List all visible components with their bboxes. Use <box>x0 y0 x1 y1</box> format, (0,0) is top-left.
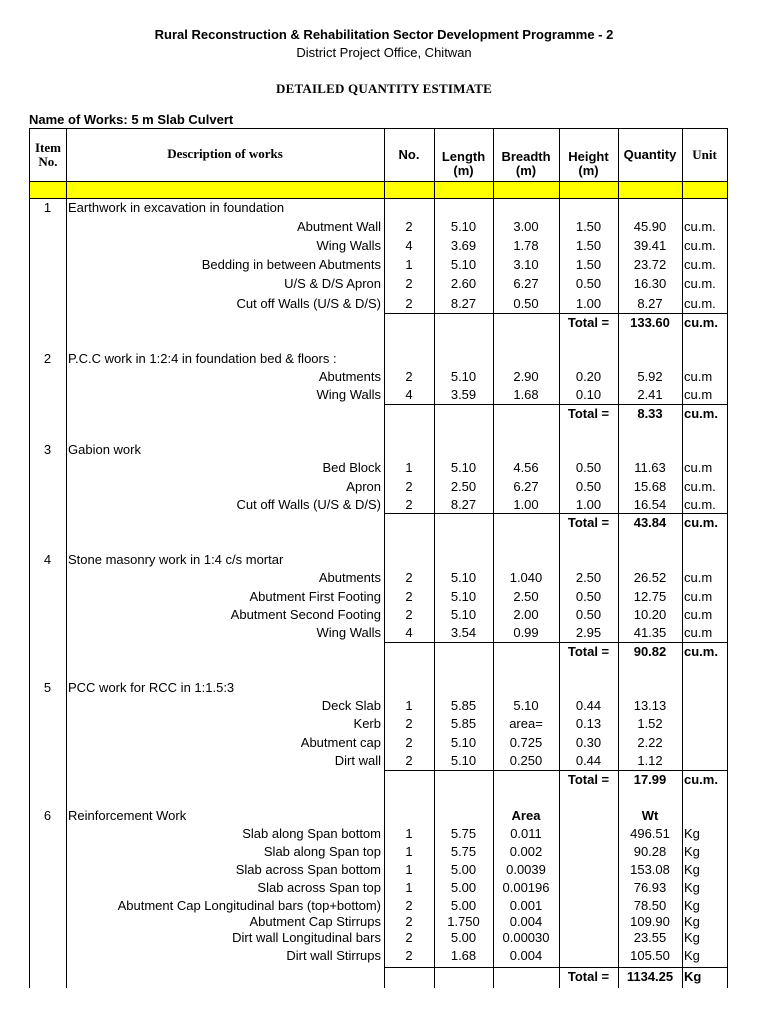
total-quantity: 17.99 <box>633 772 667 787</box>
line-unit: Kg <box>684 826 700 841</box>
line-quantity: 90.28 <box>633 844 667 859</box>
line-description: Slab along Span top <box>263 844 381 859</box>
line-description: Deck Slab <box>321 698 381 713</box>
line-breadth: 0.004 <box>509 914 543 929</box>
total-quantity: 1134.25 <box>626 969 674 984</box>
line-length: 2.60 <box>450 276 477 291</box>
section-title: Stone masonry work in 1:4 c/s mortar <box>68 552 284 567</box>
total-quantity: 133.60 <box>630 315 670 330</box>
line-breadth: 1.040 <box>509 570 543 585</box>
line-length: 5.10 <box>450 570 477 585</box>
line-breadth: 0.50 <box>513 296 539 311</box>
line-unit: cu.m <box>684 625 713 640</box>
line-unit: Kg <box>684 930 700 945</box>
line-unit: cu.m <box>684 570 713 585</box>
line-height: 0.50 <box>575 479 602 494</box>
line-breadth: 1.78 <box>513 238 539 253</box>
line-height: 0.50 <box>575 589 602 604</box>
total-unit: cu.m. <box>684 772 718 787</box>
total-unit: cu.m. <box>684 644 718 659</box>
line-length: 5.10 <box>450 219 477 234</box>
line-length: 5.85 <box>450 716 477 731</box>
line-description: Kerb <box>353 716 381 731</box>
line-quantity: 5.92 <box>637 369 663 384</box>
line-number-count: 1 <box>405 880 413 895</box>
line-quantity: 12.75 <box>633 589 667 604</box>
line-quantity: 15.68 <box>633 479 667 494</box>
total-unit: cu.m. <box>684 515 718 530</box>
line-quantity: 78.50 <box>633 898 667 913</box>
section-title: Gabion work <box>68 442 141 457</box>
line-length: 2.50 <box>450 479 477 494</box>
line-quantity: 41.35 <box>633 625 667 640</box>
total-unit: cu.m. <box>684 406 718 421</box>
line-breadth: 4.56 <box>513 460 539 475</box>
line-number-count: 1 <box>405 862 413 877</box>
line-quantity: 1.12 <box>637 753 663 768</box>
line-unit: cu.m. <box>684 479 716 494</box>
line-description: Cut off Walls (U/S & D/S) <box>236 497 381 512</box>
line-length: 5.75 <box>450 826 477 841</box>
line-quantity: 16.30 <box>633 276 667 291</box>
line-length: 5.00 <box>450 862 477 877</box>
line-height: 1.00 <box>575 497 602 512</box>
col-no: No. <box>398 147 420 162</box>
line-height: 1.50 <box>575 257 602 272</box>
line-quantity: 496.51 <box>630 826 670 841</box>
line-length: 5.85 <box>450 698 477 713</box>
total-label: Total = <box>567 406 610 421</box>
line-length: 5.00 <box>450 880 477 895</box>
line-number-count: 1 <box>405 257 413 272</box>
line-number-count: 2 <box>405 570 413 585</box>
line-number-count: 2 <box>405 898 413 913</box>
line-breadth: 2.00 <box>513 607 539 622</box>
line-unit: Kg <box>684 948 700 963</box>
line-number-count: 2 <box>405 716 413 731</box>
col-quantity: Quantity <box>623 147 677 162</box>
line-number-count: 2 <box>405 276 413 291</box>
line-description: Cut off Walls (U/S & D/S) <box>236 296 381 311</box>
line-length: 8.27 <box>450 296 477 311</box>
line-length: 5.10 <box>450 753 477 768</box>
line-quantity: 11.63 <box>634 460 666 475</box>
line-length: 5.10 <box>450 369 477 384</box>
line-description: Apron <box>346 479 381 494</box>
line-description: Abutment Second Footing <box>230 607 381 622</box>
line-unit: Kg <box>684 914 700 929</box>
line-description: Dirt wall Longitudinal bars <box>232 930 381 945</box>
programme-title: Rural Reconstruction & Rehabilitation Sector Development Programme - 2 <box>154 27 614 42</box>
line-height: 0.20 <box>575 369 602 384</box>
line-number-count: 4 <box>405 238 413 253</box>
line-breadth: 3.00 <box>513 219 539 234</box>
line-height: 0.44 <box>575 698 602 713</box>
line-unit: cu.m. <box>684 219 716 234</box>
line-unit: Kg <box>684 880 700 895</box>
line-unit: cu.m <box>684 387 713 402</box>
line-height: 2.95 <box>575 625 602 640</box>
section-title: PCC work for RCC in 1:1.5:3 <box>68 680 235 695</box>
line-breadth: 3.10 <box>513 257 539 272</box>
total-quantity: 43.84 <box>633 515 667 530</box>
line-quantity: 10.20 <box>633 607 667 622</box>
line-breadth: 2.90 <box>513 369 539 384</box>
line-length: 5.00 <box>450 898 477 913</box>
line-unit: cu.m <box>684 589 713 604</box>
line-description: Dirt wall <box>334 753 381 768</box>
line-height: 1.50 <box>575 238 602 253</box>
line-length: 3.54 <box>450 625 477 640</box>
line-quantity: 13.13 <box>633 698 667 713</box>
line-length: 5.75 <box>450 844 477 859</box>
line-description: Wing Walls <box>316 625 381 640</box>
item-number: 3 <box>43 442 52 457</box>
line-unit: Kg <box>684 862 700 877</box>
line-quantity: 16.54 <box>633 497 667 512</box>
line-description: Abutments <box>318 570 381 585</box>
col-unit: Unit <box>692 147 717 162</box>
line-height: 0.13 <box>575 716 602 731</box>
line-breadth: 0.725 <box>509 735 543 750</box>
line-description: Bed Block <box>322 460 381 475</box>
line-length: 1.68 <box>450 948 477 963</box>
line-number-count: 2 <box>405 948 413 963</box>
line-description: Bedding in between Abutments <box>201 257 381 272</box>
item-number: 2 <box>43 351 52 366</box>
line-length: 3.59 <box>450 387 477 402</box>
total-label: Total = <box>567 644 610 659</box>
work-name: Name of Works: 5 m Slab Culvert <box>29 112 234 127</box>
line-unit: cu.m. <box>684 257 716 272</box>
line-height: 0.50 <box>575 607 602 622</box>
total-unit: Kg <box>684 969 702 984</box>
line-breadth: 0.99 <box>513 625 539 640</box>
item-number: 4 <box>43 552 52 567</box>
line-quantity: 23.72 <box>633 257 667 272</box>
line-number-count: 4 <box>405 387 413 402</box>
line-breadth: 0.011 <box>510 826 542 841</box>
line-breadth: 0.002 <box>509 844 543 859</box>
total-label: Total = <box>567 969 610 984</box>
line-description: Abutment Cap Longitudinal bars (top+bottom) <box>117 898 381 913</box>
line-quantity: 1.52 <box>637 716 663 731</box>
line-length: 5.10 <box>450 589 477 604</box>
line-description: Abutments <box>318 369 381 384</box>
line-number-count: 1 <box>405 460 413 475</box>
line-height: 1.00 <box>575 296 602 311</box>
line-number-count: 1 <box>405 698 413 713</box>
col-length: Length (m) <box>441 149 486 178</box>
total-quantity: 90.82 <box>633 644 667 659</box>
line-number-count: 2 <box>405 219 413 234</box>
line-length: 5.10 <box>450 257 477 272</box>
document-title: DETAILED QUANTITY ESTIMATE <box>276 81 492 96</box>
line-number-count: 2 <box>405 735 413 750</box>
line-height: 0.44 <box>575 753 602 768</box>
line-quantity: 76.93 <box>633 880 667 895</box>
line-description: Wing Walls <box>316 238 381 253</box>
line-breadth: 0.00030 <box>502 930 550 945</box>
line-height: 1.50 <box>575 219 602 234</box>
total-unit: cu.m. <box>684 315 718 330</box>
line-number-count: 2 <box>405 589 413 604</box>
line-description: Abutment Cap Stirrups <box>249 914 381 929</box>
line-description: Slab across Span top <box>257 880 381 895</box>
line-description: Dirt wall Stirrups <box>286 948 381 963</box>
line-breadth: 0.250 <box>509 753 543 768</box>
line-number-count: 4 <box>405 625 413 640</box>
line-unit: cu.m. <box>684 276 716 291</box>
line-length: 5.00 <box>450 930 477 945</box>
section-title: Earthwork in excavation in foundation <box>68 200 285 215</box>
line-number-count: 1 <box>405 826 413 841</box>
item-number: 1 <box>43 200 52 215</box>
item-number: 6 <box>43 808 52 823</box>
line-quantity: 2.22 <box>637 735 663 750</box>
line-quantity: 105.50 <box>630 948 670 963</box>
line-description: U/S & D/S Apron <box>284 276 381 291</box>
line-description: Abutment cap <box>300 735 381 750</box>
column-subheader: Wt <box>641 808 659 823</box>
line-quantity: 109.90 <box>630 914 670 929</box>
line-quantity: 23.55 <box>633 930 667 945</box>
total-label: Total = <box>567 315 610 330</box>
line-quantity: 8.27 <box>637 296 663 311</box>
line-description: Abutment Wall <box>296 219 381 234</box>
office-name: District Project Office, Chitwan <box>296 45 472 60</box>
line-breadth: 1.68 <box>513 387 539 402</box>
total-quantity: 8.33 <box>637 406 663 421</box>
line-quantity: 2.41 <box>637 387 663 402</box>
line-unit: cu.m. <box>684 296 716 311</box>
line-breadth: 1.00 <box>513 497 539 512</box>
line-breadth: 2.50 <box>513 589 539 604</box>
column-subheader: Area <box>511 808 541 823</box>
line-breadth: 0.00196 <box>502 880 550 895</box>
line-height: 0.50 <box>575 460 602 475</box>
line-length: 5.10 <box>450 607 477 622</box>
section-title: Reinforcement Work <box>68 808 187 823</box>
col-breadth: Breadth (m) <box>501 149 551 178</box>
line-unit: cu.m. <box>684 497 716 512</box>
line-height: 0.50 <box>575 276 602 291</box>
line-length: 5.10 <box>450 735 477 750</box>
line-number-count: 2 <box>405 753 413 768</box>
line-number-count: 2 <box>405 930 413 945</box>
line-number-count: 2 <box>405 497 413 512</box>
line-unit: cu.m <box>684 369 713 384</box>
line-number-count: 2 <box>405 914 413 929</box>
line-quantity: 153.08 <box>630 862 670 877</box>
col-height: Height (m) <box>568 149 609 178</box>
line-description: Slab across Span bottom <box>235 862 381 877</box>
line-description: Wing Walls <box>316 387 381 402</box>
line-unit: cu.m. <box>684 238 716 253</box>
line-description: Slab along Span bottom <box>242 826 381 841</box>
line-quantity: 26.52 <box>633 570 667 585</box>
section-title: P.C.C work in 1:2:4 in foundation bed & floors : <box>68 351 337 366</box>
line-breadth: 0.001 <box>509 898 543 913</box>
line-height: 0.30 <box>575 735 602 750</box>
line-unit: cu.m <box>684 607 713 622</box>
estimate-table <box>29 128 728 988</box>
line-breadth: 6.27 <box>513 276 539 291</box>
line-unit: cu.m <box>684 460 713 475</box>
line-quantity: 45.90 <box>633 219 667 234</box>
line-length: 1.750 <box>447 914 480 929</box>
item-number: 5 <box>43 680 52 695</box>
col-description: Description of works <box>167 146 283 161</box>
line-unit: Kg <box>684 898 700 913</box>
line-breadth: area= <box>509 716 543 731</box>
line-number-count: 2 <box>405 296 413 311</box>
line-breadth: 0.004 <box>509 948 543 963</box>
line-unit: Kg <box>684 844 700 859</box>
col-item-no: Item No. <box>35 140 61 169</box>
line-height: 0.10 <box>575 387 602 402</box>
line-breadth: 6.27 <box>513 479 539 494</box>
line-length: 5.10 <box>450 460 477 475</box>
line-quantity: 39.41 <box>633 238 667 253</box>
line-number-count: 2 <box>405 369 413 384</box>
highlight-row <box>29 181 728 198</box>
line-number-count: 2 <box>405 607 413 622</box>
line-number-count: 1 <box>405 844 413 859</box>
total-label: Total = <box>567 772 610 787</box>
line-description: Abutment First Footing <box>249 589 381 604</box>
line-number-count: 2 <box>405 479 413 494</box>
line-breadth: 5.10 <box>513 698 539 713</box>
total-label: Total = <box>567 515 610 530</box>
line-height: 2.50 <box>575 570 602 585</box>
line-length: 8.27 <box>450 497 477 512</box>
line-breadth: 0.0039 <box>506 862 546 877</box>
line-length: 3.69 <box>450 238 477 253</box>
